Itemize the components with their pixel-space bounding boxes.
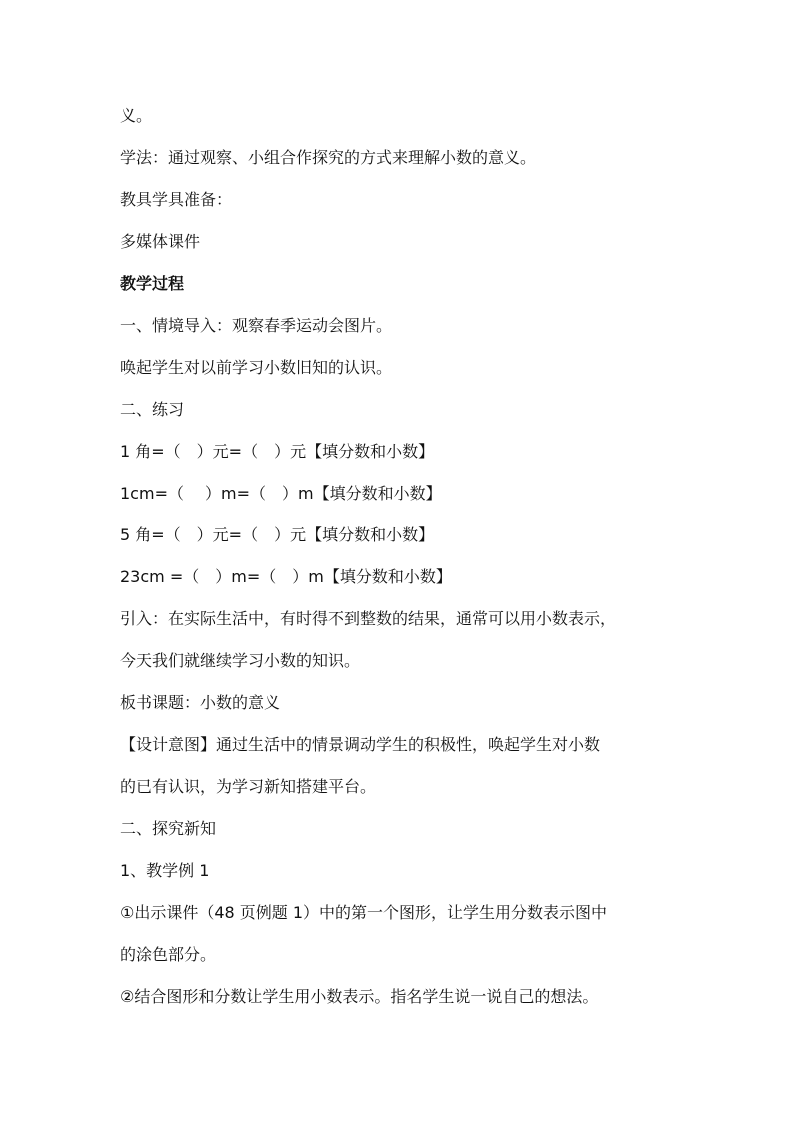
text-line: 义。 [120,106,153,125]
text-line: 1、教学例 1 [120,861,210,880]
text-line: 今天我们就继续学习小数的知识。 [120,651,361,670]
section-heading: 教学过程 [120,274,185,293]
text-line: 的已有认识，为学习新知搭建平台。 [120,777,377,796]
text-line: 一、情境导入：观察春季运动会图片。 [120,316,393,335]
exercise-line: 5 角=（ ）元=（ ）元【填分数和小数】 [120,525,435,544]
text-line: ①出示课件（48 页例题 1）中的第一个图形，让学生用分数表示图中 [120,903,608,922]
text-line: 二、练习 [120,400,185,419]
text-line: 二、探究新知 [120,819,217,838]
text-line: 学法：通过观察、小组合作探究的方式来理解小数的意义。 [120,148,537,167]
text-line: 板书课题：小数的意义 [120,693,281,712]
exercise-line: 1cm=（ ）m=（ ）m【填分数和小数】 [120,484,442,503]
text-line: 的涂色部分。 [120,945,217,964]
exercise-line: 1 角=（ ）元=（ ）元【填分数和小数】 [120,442,435,461]
text-line: ②结合图形和分数让学生用小数表示。指名学生说一说自己的想法。 [120,987,599,1006]
text-line: 【设计意图】通过生活中的情景调动学生的积极性，唤起学生对小数 [120,735,601,754]
text-line: 教具学具准备： [120,190,233,209]
text-line: 多媒体课件 [120,232,201,251]
text-line: 唤起学生对以前学习小数旧知的认识。 [120,358,393,377]
text-line: 引入：在实际生活中，有时得不到整数的结果，通常可以用小数表示， [120,609,617,628]
exercise-line: 23cm =（ ）m=（ ）m【填分数和小数】 [120,567,452,586]
